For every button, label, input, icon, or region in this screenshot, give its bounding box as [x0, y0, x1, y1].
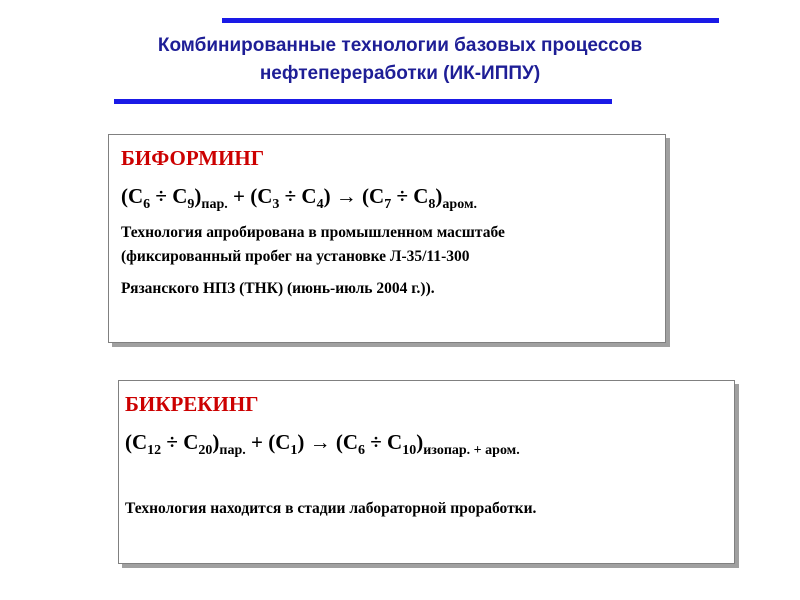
- biforming-box: [108, 134, 666, 343]
- bicracking-description: Технология находится в стадии лабораторной проработки.: [125, 500, 537, 517]
- top-accent-bar: [222, 18, 719, 23]
- biforming-heading: БИФОРМИНГ: [121, 146, 265, 170]
- biforming-description: [121, 221, 665, 301]
- bicracking-box: [118, 380, 735, 564]
- page-title: [60, 32, 740, 88]
- biforming-formula: $(C_6 \div C_9)_{пар.} + (C_3 \div C_4) \to (C_7 \div C_8)_{аром.}$: [121, 184, 477, 212]
- title-line-2: нефтепереработки (ИК-ИППУ): [259, 63, 541, 84]
- bottom-accent-bar: [114, 99, 612, 104]
- bicracking-formula: $(C_{12} \div C_{20})_{пар.} + (C_1) \to (C_6 \div C_{10})_{изопар. + аром.}$: [125, 430, 520, 458]
- biforming-desc-line-2: (фиксированный пробег на установке Л-35/11-300: [121, 248, 470, 265]
- title-line-1: Комбинированные технологии базовых процессов: [157, 35, 643, 56]
- bicracking-heading: БИКРЕКИНГ: [125, 392, 259, 416]
- biforming-desc-line-1: Технология апробирована в промышленном масштабе: [121, 224, 505, 241]
- biforming-desc-line-3: Рязанского НПЗ (ТНК) (июнь-июль 2004 г.)).: [121, 280, 435, 297]
